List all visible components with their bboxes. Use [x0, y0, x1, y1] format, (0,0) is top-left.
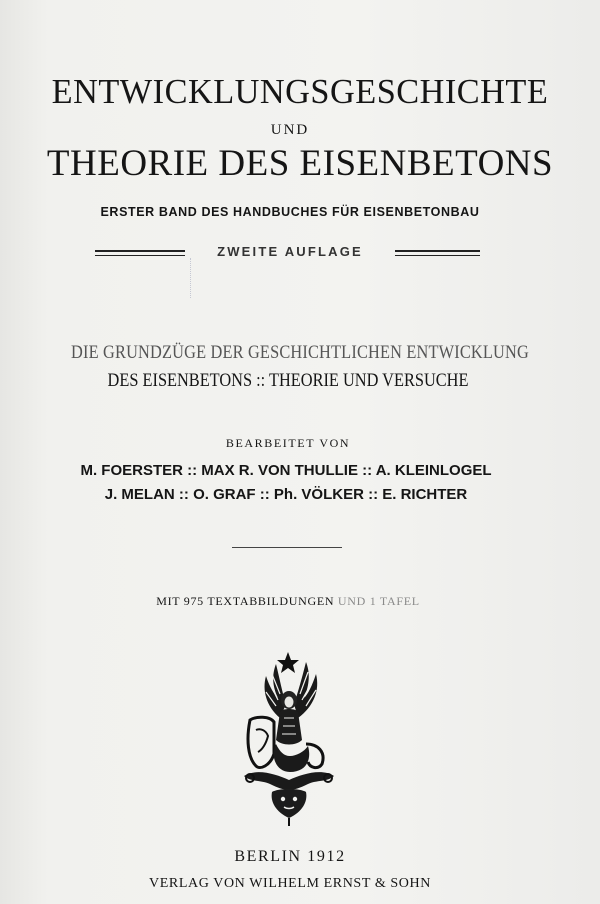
edition-label: ZWEITE AUFLAGE — [217, 244, 363, 259]
description-line-1: DIE GRUNDZÜGE DER GESCHICHTLICHEN ENTWICKLUNG — [71, 342, 529, 363]
description-line-2: DES EISENBETONS :: THEORIE UND VERSUCHE — [107, 370, 469, 391]
title-line-2: THEORIE DES EISENBETONS — [46, 143, 554, 184]
right-double-rule — [395, 250, 480, 256]
publication-place-year: BERLIN 1912 — [234, 848, 346, 865]
section-divider — [232, 547, 342, 548]
title-line-1: ENTWICKLUNGSGESCHICHTE — [51, 72, 549, 111]
authors-line-2: J. MELAN :: O. GRAF :: Ph. VÖLKER :: E. RICHTER — [104, 486, 468, 503]
illustrations-note — [0, 594, 588, 609]
illustrations-main: MIT 975 TEXTABBILDUNGEN — [156, 594, 335, 608]
left-double-rule — [95, 250, 185, 256]
subtitle: ERSTER BAND DES HANDBUCHES FÜR EISENBETONBAU — [100, 205, 480, 219]
illustrations-rest: UND 1 TAFEL — [334, 594, 420, 608]
library-stamp-mark — [190, 258, 311, 298]
authors-line-1: M. FOERSTER :: MAX R. VON THULLIE :: A. KLEINLOGEL — [80, 462, 492, 479]
title-conjunction: UND — [270, 122, 310, 138]
publisher-name: VERLAG VON WILHELM ERNST & SOHN — [149, 876, 431, 891]
winged-sphinx-crest-icon — [236, 648, 342, 828]
edited-by-label: BEARBEITET VON — [225, 436, 351, 450]
